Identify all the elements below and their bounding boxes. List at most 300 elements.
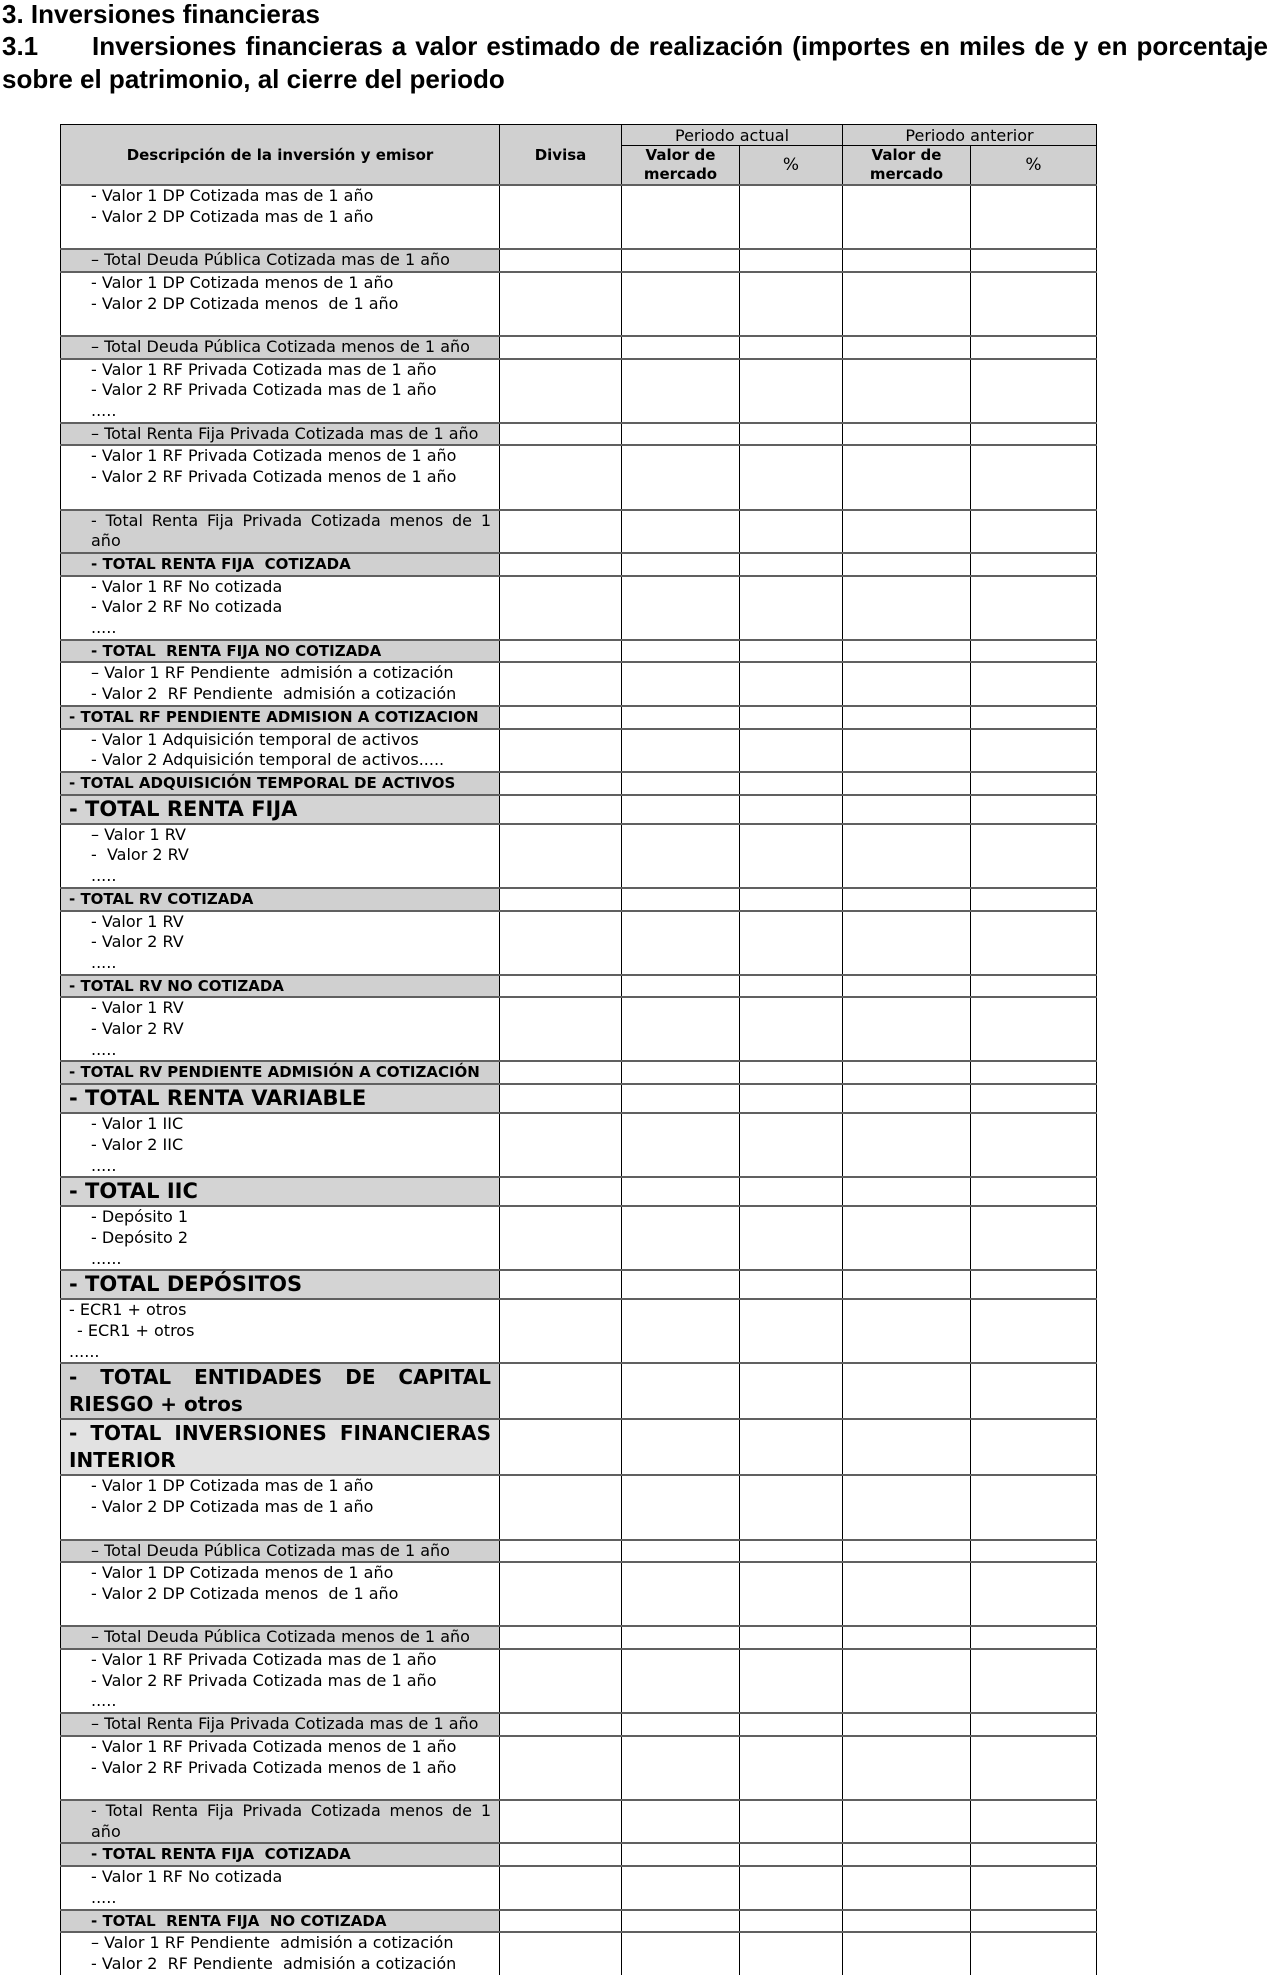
current-percent-cell [740, 1649, 843, 1713]
total-row [61, 706, 1097, 729]
currency-cell [500, 576, 622, 640]
previous-percent-cell [971, 640, 1097, 663]
item-line: ..... [91, 401, 117, 421]
total-label: - TOTAL RV COTIZADA [69, 889, 254, 908]
item-line: - Valor 2 RV [91, 1019, 184, 1039]
previous-value-cell [843, 185, 971, 249]
header-current-period: Periodo actual [622, 125, 843, 146]
current-percent-cell [740, 1540, 843, 1563]
item-line: - Valor 1 RF No cotizada [91, 576, 283, 596]
total-row [61, 1843, 1097, 1866]
total-row [61, 1626, 1097, 1649]
previous-value-cell [843, 423, 971, 446]
total-label: - TOTAL RENTA VARIABLE [69, 1086, 367, 1111]
item-line: - Valor 1 RF Privada Cotizada menos de 1 año [91, 446, 457, 466]
item-line: - Valor 2 RF Pendiente admisión a cotización [91, 684, 457, 704]
currency-cell [500, 1113, 622, 1177]
previous-percent-cell [971, 576, 1097, 640]
current-value-cell [622, 911, 740, 975]
items-row [61, 1736, 1097, 1800]
current-percent-cell [740, 185, 843, 249]
previous-percent-cell [971, 1363, 1097, 1419]
currency-cell [500, 553, 622, 576]
previous-value-cell [843, 510, 971, 553]
item-line: – Valor 1 RF Pendiente admisión a cotización [91, 1933, 454, 1953]
previous-percent-cell [971, 975, 1097, 998]
previous-percent-cell [971, 1419, 1097, 1475]
current-percent-cell [740, 1084, 843, 1113]
total-row [61, 1061, 1097, 1084]
total-label: – Total Renta Fija Privada Cotizada mas de 1 año [91, 1714, 479, 1734]
current-value-cell [622, 1113, 740, 1177]
total-label-cell [61, 1800, 500, 1843]
items-row [61, 1475, 1097, 1539]
total-row [61, 1800, 1097, 1843]
header-description: Descripción de la inversión y emisor [61, 125, 500, 186]
total-label-cell [61, 1626, 500, 1649]
total-label: - TOTAL RENTA FIJA COTIZADA [91, 1845, 351, 1864]
current-value-cell [622, 1800, 740, 1843]
items-cell [61, 1206, 500, 1270]
current-value-cell [622, 1061, 740, 1084]
previous-percent-cell [971, 553, 1097, 576]
items-row [61, 1113, 1097, 1177]
previous-percent-cell [971, 423, 1097, 446]
previous-value-cell [843, 662, 971, 705]
items-cell [61, 1562, 500, 1626]
item-line: - Valor 2 IIC [91, 1134, 184, 1154]
item-line: ..... [91, 952, 117, 972]
items-cell [61, 1299, 500, 1363]
item-line [61, 1518, 499, 1539]
current-value-cell [622, 1363, 740, 1419]
current-value-cell [622, 1866, 740, 1909]
items-row [61, 1206, 1097, 1270]
currency-cell [500, 423, 622, 446]
current-percent-cell [740, 772, 843, 795]
current-percent-cell [740, 911, 843, 975]
previous-value-cell [843, 729, 971, 772]
item-line: - Valor 1 RF Privada Cotizada mas de 1 año [91, 359, 437, 379]
total-row [61, 1177, 1097, 1206]
currency-cell [500, 1649, 622, 1713]
current-percent-cell [740, 1800, 843, 1843]
currency-cell [500, 1736, 622, 1800]
item-line: - Valor 1 DP Cotizada menos de 1 año [91, 1563, 394, 1583]
previous-percent-cell [971, 1910, 1097, 1933]
items-row [61, 1932, 1097, 1974]
current-percent-cell [740, 640, 843, 663]
currency-cell [500, 1866, 622, 1909]
item-line: – Valor 1 RV [91, 824, 186, 844]
total-label-cell [61, 510, 500, 553]
item-line: - Valor 2 RF Privada Cotizada mas de 1 año [91, 380, 437, 400]
previous-value-cell [843, 640, 971, 663]
header-previous-market-value: Valor de mercado [843, 146, 971, 186]
item-line: - Valor 2 DP Cotizada menos de 1 año [91, 293, 399, 313]
total-row [61, 1910, 1097, 1933]
previous-value-cell [843, 576, 971, 640]
previous-value-cell [843, 1206, 971, 1270]
current-percent-cell [740, 1113, 843, 1177]
items-cell [61, 1113, 500, 1177]
currency-cell [500, 640, 622, 663]
current-value-cell [622, 1736, 740, 1800]
currency-cell [500, 1626, 622, 1649]
current-percent-cell [740, 510, 843, 553]
current-percent-cell [740, 729, 843, 772]
item-line: - Valor 1 DP Cotizada menos de 1 año [91, 272, 394, 292]
current-value-cell [622, 249, 740, 272]
current-value-cell [622, 510, 740, 553]
item-line: - Valor 1 IIC [91, 1114, 184, 1134]
current-value-cell [622, 888, 740, 911]
previous-percent-cell [971, 185, 1097, 249]
item-line: ..... [91, 866, 117, 886]
items-cell [61, 1866, 500, 1909]
current-percent-cell [740, 272, 843, 336]
currency-cell [500, 1299, 622, 1363]
items-cell [61, 729, 500, 772]
previous-value-cell [843, 1866, 971, 1909]
item-line: - Valor 1 Adquisición temporal de activos [91, 729, 419, 749]
total-label: - TOTAL RV PENDIENTE ADMISIÓN A COTIZACIÓN [69, 1063, 480, 1082]
previous-percent-cell [971, 911, 1097, 975]
currency-cell [500, 1419, 622, 1475]
item-line: - Valor 2 RF Privada Cotizada menos de 1 año [91, 467, 457, 487]
currency-cell [500, 795, 622, 824]
items-row [61, 1866, 1097, 1909]
previous-value-cell [843, 1061, 971, 1084]
currency-cell [500, 510, 622, 553]
current-value-cell [622, 1540, 740, 1563]
current-percent-cell [740, 1562, 843, 1626]
previous-value-cell [843, 1800, 971, 1843]
items-row [61, 824, 1097, 888]
previous-percent-cell [971, 336, 1097, 359]
total-label: - TOTAL RF PENDIENTE ADMISION A COTIZACION [69, 707, 479, 726]
currency-cell [500, 824, 622, 888]
previous-value-cell [843, 997, 971, 1061]
total-label-cell [61, 1910, 500, 1933]
previous-percent-cell [971, 510, 1097, 553]
previous-value-cell [843, 1084, 971, 1113]
previous-percent-cell [971, 888, 1097, 911]
item-line: – Valor 1 RF Pendiente admisión a cotización [91, 663, 454, 683]
subsection-number: 3.1 [2, 31, 39, 61]
items-row [61, 662, 1097, 705]
currency-cell [500, 272, 622, 336]
current-percent-cell [740, 706, 843, 729]
item-line: - Valor 2 RF Privada Cotizada mas de 1 año [91, 1670, 437, 1690]
previous-percent-cell [971, 359, 1097, 423]
total-label-cell [61, 1270, 500, 1299]
current-percent-cell [740, 553, 843, 576]
current-value-cell [622, 1932, 740, 1974]
total-row [61, 1713, 1097, 1736]
currency-cell [500, 1713, 622, 1736]
items-cell [61, 1736, 500, 1800]
investments-table [60, 124, 1097, 1975]
previous-percent-cell [971, 1177, 1097, 1206]
previous-percent-cell [971, 997, 1097, 1061]
item-line: - Valor 2 DP Cotizada mas de 1 año [91, 1497, 374, 1517]
current-value-cell [622, 1649, 740, 1713]
previous-value-cell [843, 1932, 971, 1974]
items-cell [61, 1932, 500, 1974]
items-cell [61, 997, 500, 1061]
items-cell [61, 911, 500, 975]
previous-value-cell [843, 1713, 971, 1736]
current-value-cell [622, 795, 740, 824]
previous-value-cell [843, 1562, 971, 1626]
total-label: - Total Renta Fija Privada Cotizada menos de 1 año [91, 510, 491, 551]
items-cell [61, 359, 500, 423]
previous-percent-cell [971, 1713, 1097, 1736]
currency-cell [500, 1206, 622, 1270]
currency-cell [500, 336, 622, 359]
subsection-title [2, 30, 1268, 96]
items-row [61, 1562, 1097, 1626]
current-value-cell [622, 1084, 740, 1113]
previous-value-cell [843, 1419, 971, 1475]
previous-percent-cell [971, 1206, 1097, 1270]
currency-cell [500, 975, 622, 998]
current-value-cell [622, 445, 740, 509]
currency-cell [500, 445, 622, 509]
previous-percent-cell [971, 1626, 1097, 1649]
table-body [61, 185, 1097, 1975]
currency-cell [500, 1540, 622, 1563]
items-row [61, 185, 1097, 249]
previous-value-cell [843, 975, 971, 998]
previous-value-cell [843, 1299, 971, 1363]
header-current-market-value: Valor de mercado [622, 146, 740, 186]
subsection-text: Inversiones financieras a valor estimado de realización (importes en miles de y en porcentaje sobre el patrimonio, al cierre del periodo [2, 31, 1268, 94]
currency-cell [500, 772, 622, 795]
current-value-cell [622, 1206, 740, 1270]
items-row [61, 1649, 1097, 1713]
current-percent-cell [740, 1177, 843, 1206]
total-label: - Total Renta Fija Privada Cotizada menos de 1 año [91, 1801, 491, 1841]
currency-cell [500, 706, 622, 729]
current-value-cell [622, 975, 740, 998]
total-row [61, 1419, 1097, 1475]
current-value-cell [622, 997, 740, 1061]
previous-percent-cell [971, 445, 1097, 509]
previous-percent-cell [971, 1736, 1097, 1800]
current-percent-cell [740, 1206, 843, 1270]
current-value-cell [622, 1270, 740, 1299]
previous-value-cell [843, 795, 971, 824]
item-line: - Valor 2 DP Cotizada menos de 1 año [91, 1583, 399, 1603]
item-line: - Valor 2 RF No cotizada [91, 597, 283, 617]
current-value-cell [622, 185, 740, 249]
total-label-cell [61, 640, 500, 663]
current-percent-cell [740, 824, 843, 888]
current-value-cell [622, 1475, 740, 1539]
items-row [61, 729, 1097, 772]
items-row [61, 272, 1097, 336]
total-row [61, 1363, 1097, 1419]
previous-percent-cell [971, 1113, 1097, 1177]
total-row [61, 888, 1097, 911]
item-line: - Depósito 1 [91, 1207, 189, 1227]
current-value-cell [622, 1910, 740, 1933]
previous-percent-cell [971, 1270, 1097, 1299]
previous-percent-cell [971, 1299, 1097, 1363]
previous-percent-cell [971, 1562, 1097, 1626]
current-percent-cell [740, 1419, 843, 1475]
total-label-cell [61, 1843, 500, 1866]
total-row [61, 975, 1097, 998]
current-value-cell [622, 1626, 740, 1649]
total-label: - TOTAL RV NO COTIZADA [69, 976, 284, 995]
current-percent-cell [740, 1843, 843, 1866]
previous-percent-cell [971, 662, 1097, 705]
total-row [61, 249, 1097, 272]
currency-cell [500, 1562, 622, 1626]
previous-value-cell [843, 706, 971, 729]
total-label: – Total Deuda Pública Cotizada menos de 1 año [91, 336, 470, 356]
previous-value-cell [843, 1363, 971, 1419]
total-label-cell [61, 1363, 500, 1419]
items-row [61, 359, 1097, 423]
previous-value-cell [843, 888, 971, 911]
total-label-cell [61, 249, 500, 272]
items-cell [61, 662, 500, 705]
previous-value-cell [843, 553, 971, 576]
previous-value-cell [843, 1626, 971, 1649]
items-row [61, 576, 1097, 640]
current-value-cell [622, 576, 740, 640]
current-percent-cell [740, 359, 843, 423]
total-label: - TOTAL DEPÓSITOS [69, 1272, 303, 1297]
total-label: - TOTAL ADQUISICIÓN TEMPORAL DE ACTIVOS [69, 773, 456, 792]
currency-cell [500, 729, 622, 772]
item-line: - Valor 1 RF Privada Cotizada menos de 1 año [91, 1736, 457, 1756]
item-line: ..... [91, 618, 117, 638]
current-value-cell [622, 1419, 740, 1475]
currency-cell [500, 1270, 622, 1299]
total-label-cell [61, 336, 500, 359]
currency-cell [500, 1061, 622, 1084]
item-line: - Valor 1 RV [91, 998, 184, 1018]
current-percent-cell [740, 1363, 843, 1419]
current-value-cell [622, 336, 740, 359]
item-line: - Valor 1 RF No cotizada [91, 1867, 283, 1887]
previous-percent-cell [971, 706, 1097, 729]
currency-cell [500, 1932, 622, 1974]
current-value-cell [622, 772, 740, 795]
previous-value-cell [843, 772, 971, 795]
current-percent-cell [740, 1866, 843, 1909]
previous-percent-cell [971, 795, 1097, 824]
previous-percent-cell [971, 772, 1097, 795]
previous-percent-cell [971, 729, 1097, 772]
previous-percent-cell [971, 1475, 1097, 1539]
previous-value-cell [843, 1540, 971, 1563]
items-cell [61, 272, 500, 336]
item-line: - Valor 2 RV [91, 932, 184, 952]
total-label: - TOTAL IIC [69, 1179, 198, 1204]
header-currency: Divisa [500, 125, 622, 186]
current-value-cell [622, 662, 740, 705]
current-percent-cell [740, 1932, 843, 1974]
total-label: – Total Deuda Pública Cotizada mas de 1 año [91, 250, 450, 270]
total-label-cell [61, 772, 500, 795]
total-label: - TOTAL RENTA FIJA COTIZADA [91, 554, 351, 573]
header-current-percent: % [740, 146, 843, 186]
items-row [61, 1299, 1097, 1363]
currency-cell [500, 1084, 622, 1113]
total-label-cell [61, 1177, 500, 1206]
item-line [61, 488, 499, 509]
item-line: ..... [91, 1887, 117, 1907]
current-percent-cell [740, 795, 843, 824]
previous-value-cell [843, 336, 971, 359]
header-previous-period: Periodo anterior [843, 125, 1097, 146]
header-previous-percent: % [971, 146, 1097, 186]
previous-value-cell [843, 1113, 971, 1177]
total-row [61, 336, 1097, 359]
previous-percent-cell [971, 1649, 1097, 1713]
current-percent-cell [740, 1626, 843, 1649]
item-line: - Valor 1 RV [91, 911, 184, 931]
item-line: - Valor 2 Adquisición temporal de activos..... [91, 750, 445, 770]
previous-value-cell [843, 824, 971, 888]
previous-value-cell [843, 1843, 971, 1866]
current-value-cell [622, 1177, 740, 1206]
total-label: - TOTAL RENTA FIJA NO COTIZADA [91, 641, 382, 660]
current-percent-cell [740, 576, 843, 640]
item-line: - Valor 1 DP Cotizada mas de 1 año [91, 186, 374, 205]
currency-cell [500, 1910, 622, 1933]
total-label: - TOTAL ENTIDADES DE CAPITAL RIESGO + otros [69, 1365, 491, 1417]
current-percent-cell [740, 888, 843, 911]
item-line: - Valor 1 DP Cotizada mas de 1 año [91, 1476, 374, 1496]
total-label-cell [61, 1061, 500, 1084]
currency-cell [500, 1177, 622, 1206]
previous-percent-cell [971, 1084, 1097, 1113]
item-line: ...... [69, 1341, 100, 1361]
currency-cell [500, 1800, 622, 1843]
current-percent-cell [740, 1299, 843, 1363]
total-label: – Total Renta Fija Privada Cotizada mas de 1 año [91, 423, 479, 443]
current-percent-cell [740, 975, 843, 998]
items-cell [61, 445, 500, 509]
item-line: - Valor 1 RF Privada Cotizada mas de 1 año [91, 1650, 437, 1670]
items-row [61, 445, 1097, 509]
current-value-cell [622, 706, 740, 729]
previous-percent-cell [971, 272, 1097, 336]
previous-value-cell [843, 1910, 971, 1933]
item-line: - Depósito 2 [91, 1227, 189, 1247]
item-line: ..... [91, 1155, 117, 1175]
item-line [61, 1605, 499, 1626]
total-row [61, 1540, 1097, 1563]
total-label-cell [61, 1713, 500, 1736]
current-value-cell [622, 423, 740, 446]
item-line: ..... [91, 1691, 117, 1711]
total-row [61, 772, 1097, 795]
current-percent-cell [740, 1270, 843, 1299]
previous-value-cell [843, 1270, 971, 1299]
current-percent-cell [740, 249, 843, 272]
previous-percent-cell [971, 1540, 1097, 1563]
total-row [61, 510, 1097, 553]
total-row [61, 423, 1097, 446]
